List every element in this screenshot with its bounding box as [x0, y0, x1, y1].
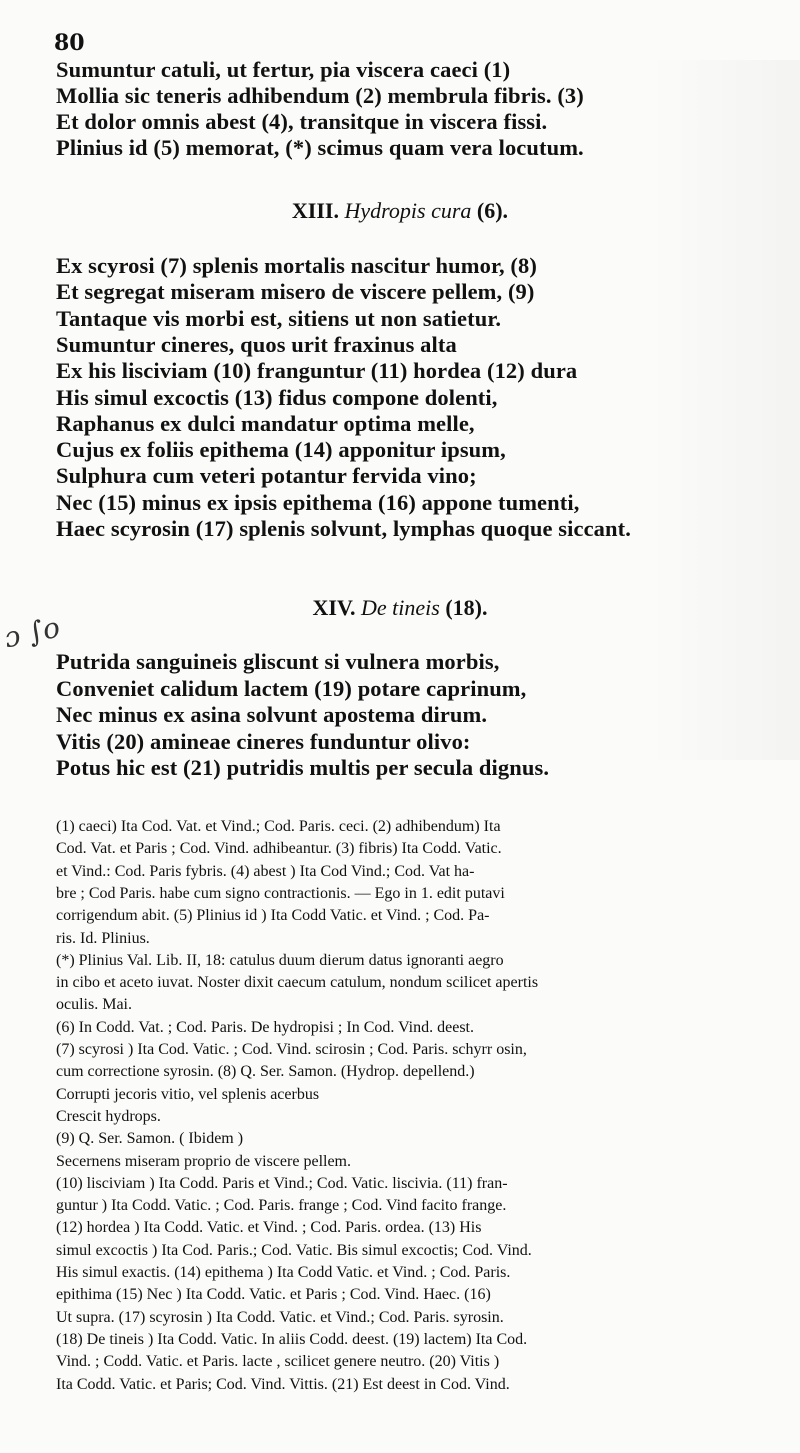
section-title: Hydropis cura [344, 198, 472, 223]
section-number: XIII. [291, 198, 339, 223]
verse-line-1: Sumuntur catuli, ut fertur, pia viscera caeci (1) [56, 57, 511, 82]
footnote-line-17: (10) lisciviam ) Ita Codd. Paris et Vind.; Cod. Vatic. liscivia. (11) fran- [56, 1174, 508, 1192]
footnote-line-26: Ita Codd. Vatic. et Paris; Cod. Vind. Vittis. (21) Est deest in Cod. Vind. [56, 1375, 510, 1393]
footnote-line-1: (1) caeci) Ita Cod. Vat. et Vind.; Cod. Paris. ceci. (2) adhibendum) Ita [56, 818, 501, 835]
verse-line-7: Raphanus ex dulci mandatur optima melle, [56, 410, 475, 436]
verse-line-10: Nec (15) minus ex ipsis epithema (16) appone tumenti, [56, 489, 580, 515]
section-ref: (18). [445, 595, 488, 620]
footnote-line-2: Cod. Vat. et Paris ; Cod. Vind. adhibeantur. (3) fibris) Ita Codd. Vatic. [56, 840, 502, 858]
footnote-line-15: (9) Q. Ser. Samon. ( Ibidem ) [56, 1130, 244, 1148]
verse-line-8: Cujus ex foliis epithema (14) apponitur ipsum, [56, 437, 506, 463]
footnote-line-23: Ut supra. (17) scyrosin ) Ita Codd. Vatic. et Vind.; Cod. Paris. syrosin. [56, 1308, 504, 1326]
verse-line-1: Putrida sanguineis gliscunt si vulnera morbis, [56, 649, 500, 674]
footnote-line-4: bre ; Cod Paris. habe cum signo contractionis. — Ego in 1. edit putavi [56, 884, 505, 902]
verse-line-1: Ex scyrosi (7) splenis mortalis nascitur humor, (8) [56, 253, 537, 278]
footnote-line-13: Corrupti jecoris vitio, vel splenis acerbus [56, 1085, 320, 1103]
footnote-line-18: guntur ) Ita Codd. Vatic. ; Cod. Paris. frange ; Cod. Vind facito frange. [56, 1197, 507, 1215]
verse-line-4: Vitis (20) amineae cineres funduntur olivo: [56, 728, 471, 754]
footnote-line-9: oculis. Mai. [56, 996, 132, 1014]
footnote-line-7: (*) Plinius Val. Lib. II, 18: catulus duum dierum datus ignoranti aegro [56, 951, 504, 969]
section-title: De tineis [361, 595, 440, 620]
verse-line-4: Sumuntur cineres, quos urit fraxinus alta [56, 331, 457, 357]
verse-line-2: Conveniet calidum lactem (19) potare caprinum, [56, 675, 527, 701]
verse-line-3: Et dolor omnis abest (4), transitque in viscera fissi. [56, 109, 548, 134]
facing-page-bleed [650, 60, 800, 760]
verse-line-2: Mollia sic teneris adhibendum (2) membrula fibris. (3) [56, 83, 584, 108]
footnote-line-11: (7) scyrosi ) Ita Cod. Vatic. ; Cod. Vind. scirosin ; Cod. Paris. schyrr osin, [56, 1041, 527, 1058]
verse-line-3: Tantaque vis morbi est, sitiens ut non satietur. [56, 305, 502, 331]
footnote-line-16: Secernens miseram proprio de viscere pellem. [56, 1152, 351, 1170]
verse-line-5: Ex his lisciviam (10) franguntur (11) hordea (12) dura [56, 358, 578, 384]
footnote-line-19: (12) hordea ) Ita Codd. Vatic. et Vind. ; Cod. Paris. ordea. (13) His [56, 1219, 482, 1237]
footnote-line-3: et Vind.: Cod. Paris fybris. (4) abest ) Ita Cod Vind.; Cod. Vat ha- [56, 862, 475, 880]
footnote-line-14: Crescit hydrops. [56, 1107, 161, 1125]
page-number: 80 [54, 30, 85, 56]
verse-line-9: Sulphura cum veteri potantur fervida vino; [56, 463, 477, 489]
verse-line-11: Haec scyrosin (17) splenis solvunt, lymphas quoque siccant. [56, 516, 631, 541]
section-ref: (6). [476, 198, 509, 223]
footnote-line-6: ris. Id. Plinius. [56, 929, 150, 947]
footnote-line-10: (6) In Codd. Vat. ; Cod. Paris. De hydropisi ; In Cod. Vind. deest. [56, 1018, 474, 1036]
footnote-line-21: His simul exactis. (14) epithema ) Ita Codd Vatic. et Vind. ; Cod. Paris. [56, 1264, 511, 1281]
section-number: XIV. [312, 595, 356, 620]
section-heading-xiv [0, 595, 800, 621]
footnote-line-20: simul excoctis ) Ita Cod. Paris.; Cod. Vatic. Bis simul excoctis; Cod. Vind. [56, 1241, 532, 1259]
verse-line-3: Nec minus ex asina solvunt apostema dirum. [56, 702, 488, 727]
footnote-line-12: cum correctione syrosin. (8) Q. Ser. Samon. (Hydrop. depellend.) [56, 1063, 475, 1081]
verse-line-5: Potus hic est (21) putridis multis per secula dignus. [56, 755, 550, 780]
handwritten-margin-mark: ɔ ∫o [1, 610, 63, 655]
footnote-line-25: Vind. ; Codd. Vatic. et Paris. lacte , scilicet genere neutro. (20) Vitis ) [56, 1353, 500, 1371]
footnote-line-8: in cibo et aceto iuvat. Noster dixit caecum catulum, nondum scilicet apertis [56, 974, 539, 992]
verse-line-2: Et segregat miseram misero de viscere pellem, (9) [56, 279, 535, 305]
verse-line-4: Plinius id (5) memorat, (*) scimus quam vera locutum. [56, 135, 584, 160]
footnote-line-22: epithima (15) Nec ) Ita Codd. Vatic. et Paris ; Cod. Vind. Haec. (16) [56, 1286, 491, 1304]
footnote-line-5: corrigendum abit. (5) Plinius id ) Ita Codd Vatic. et Vind. ; Cod. Pa- [56, 907, 490, 925]
verse-line-6: His simul excoctis (13) fidus compone dolenti, [56, 384, 498, 410]
section-heading-xiii [0, 198, 800, 224]
footnote-line-24: (18) De tineis ) Ita Codd. Vatic. In aliis Codd. deest. (19) lactem) Ita Cod. [56, 1330, 528, 1348]
